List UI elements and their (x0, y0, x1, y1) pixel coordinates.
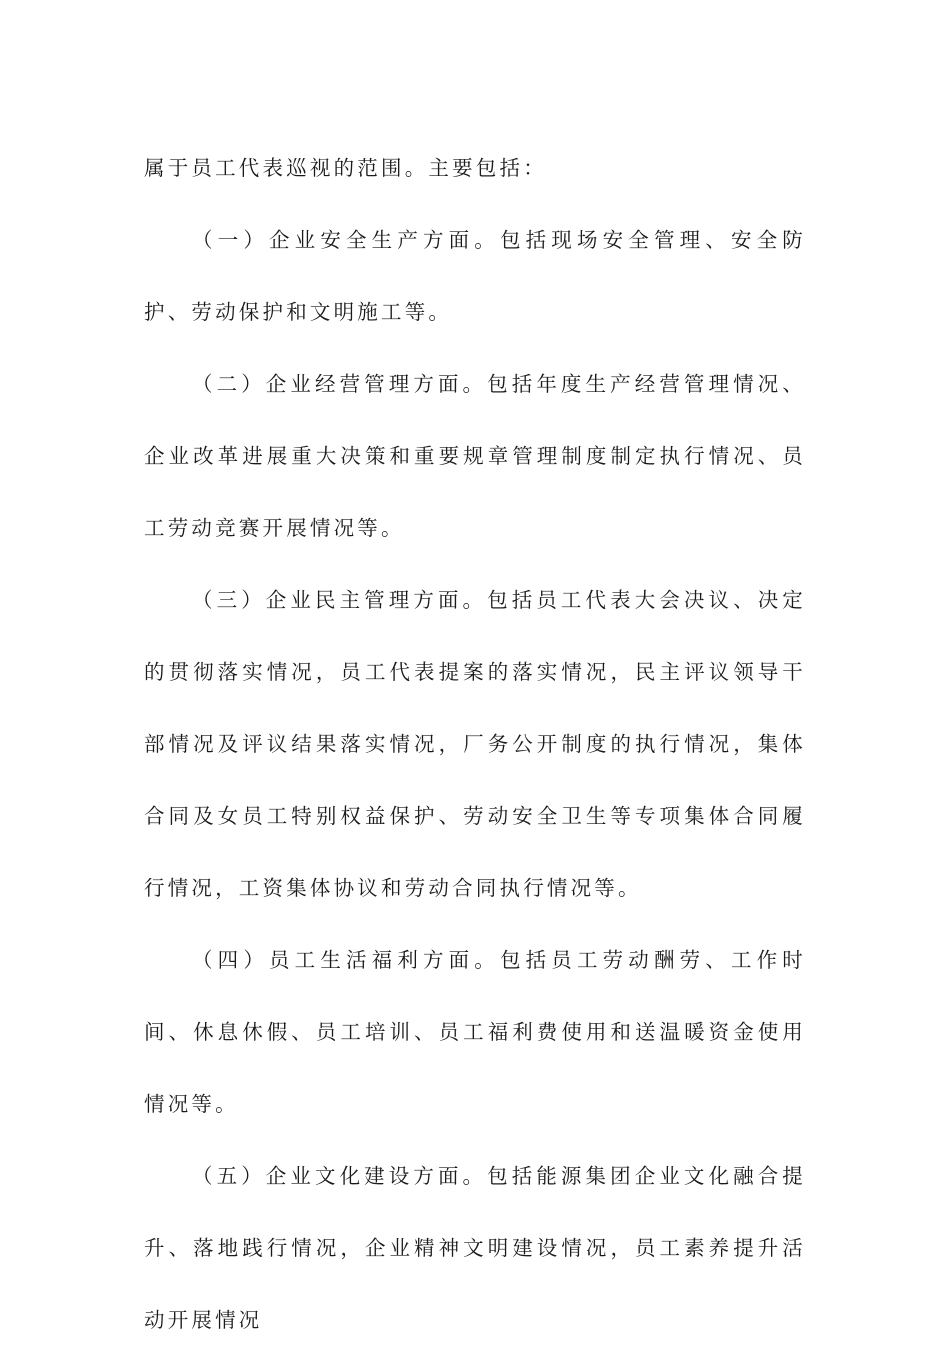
document-body (144, 132, 806, 1356)
paragraph-item-5: （五）企业文化建设方面。包括能源集团企业文化融合提升、落地践行情况，企业精神文明建设情况，员工素养提升活动开展情况 (144, 1164, 806, 1332)
paragraph-item-3: （三）企业民主管理方面。包括员工代表大会决议、决定的贯彻落实情况，员工代表提案的落实情况，民主评议领导干部情况及评议结果落实情况，厂务公开制度的执行情况，集体合同及女员工特别权益保护、劳动安全卫生等专项集体合同履行情况，工资集体协议和劳动合同执行情况等。 (144, 588, 806, 900)
paragraph-item-4: （四）员工生活福利方面。包括员工劳动酬劳、工作时间、休息休假、员工培训、员工福利费使用和送温暖资金使用情况等。 (144, 948, 806, 1116)
paragraph-item-1: （一）企业安全生产方面。包括现场安全管理、安全防护、劳动保护和文明施工等。 (144, 228, 806, 324)
paragraph-item-2: （二）企业经营管理方面。包括年度生产经营管理情况、企业改革进展重大决策和重要规章管理制度制定执行情况、员工劳动竞赛开展情况等。 (144, 372, 806, 540)
paragraph-intro: 属于员工代表巡视的范围。主要包括： (144, 156, 547, 180)
